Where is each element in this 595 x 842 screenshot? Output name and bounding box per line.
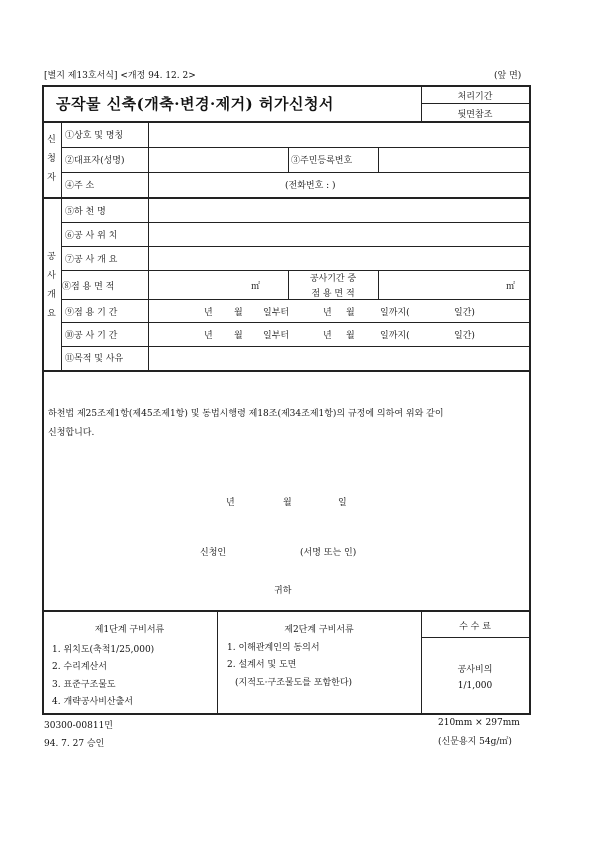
date-days-1: 일간) <box>454 308 475 318</box>
river-name-label: ⑤하 천 명 <box>65 207 106 217</box>
page-side-label: (앞 면) <box>494 71 522 81</box>
date-until-2: 일까지( <box>380 331 410 341</box>
date-year-2: 년 <box>323 308 332 318</box>
work-period-label: ⑩공 사 기 간 <box>65 331 118 341</box>
construction-side-label: 공 사 개 요 <box>47 252 56 319</box>
date-year-1: 년 <box>204 308 213 318</box>
date-month-3: 월 <box>234 331 243 341</box>
processing-period-value: 뒷면참조 <box>457 110 493 120</box>
phone-label: (전화번호 : ) <box>285 181 336 191</box>
period-area-label-1: 공사기간 중 <box>309 274 357 284</box>
date-month-1: 월 <box>234 308 243 318</box>
date-from-2: 일부터 <box>263 331 290 341</box>
date-year-3: 년 <box>204 331 213 341</box>
date-year: 년 <box>226 498 235 508</box>
work-overview-label: ⑦공 사 개 요 <box>65 255 118 265</box>
statement-line-2: 신청합니다. <box>48 428 95 438</box>
stage1-item: 4. 개략공사비산출서 <box>52 697 134 707</box>
occupied-area-label: ⑧점 용 면 적 <box>62 282 115 292</box>
paper-type: (신문용지 54g/㎡) <box>438 737 512 747</box>
processing-period-label: 처리기간 <box>457 92 493 102</box>
resident-number-label: ③주민등록번호 <box>291 156 353 166</box>
business-name-label: ①상호 및 명칭 <box>65 131 124 141</box>
unit-m2: ㎡ <box>251 282 261 292</box>
stage1-item: 1. 위치도(축척1/25,000) <box>52 645 155 655</box>
purpose-label: ⑪목적 및 사유 <box>65 354 124 364</box>
date-year-4: 년 <box>323 331 332 341</box>
fee-line-1: 공사비의 <box>457 665 493 675</box>
date-month-4: 월 <box>346 331 355 341</box>
stage2-item: 2. 설계서 및 도면 <box>227 660 297 670</box>
unit-m2-2: ㎡ <box>506 282 516 292</box>
page-title: 공작물 신축(개축·변경·제거) 허가신청서 <box>56 95 334 113</box>
fee-title: 수 수 료 <box>459 622 491 632</box>
date-month: 월 <box>283 498 292 508</box>
date-days-2: 일간) <box>454 331 475 341</box>
date-day: 일 <box>338 498 347 508</box>
recipient-label: 귀하 <box>274 586 292 596</box>
date-from-1: 일부터 <box>263 308 290 318</box>
representative-label: ②대표자(성명) <box>65 156 125 166</box>
paper-size: 210mm × 297mm <box>438 718 520 728</box>
address-label: ④주 소 <box>65 181 95 191</box>
stage1-item: 3. 표준구조물도 <box>52 680 116 690</box>
form-reference: [별지 제13호서식] <개정 94. 12. 2> <box>44 71 196 81</box>
stage1-title: 제1단계 구비서류 <box>94 625 165 635</box>
stage2-item: 1. 이해관계인의 동의서 <box>227 643 320 653</box>
occupation-period-label: ⑨점 용 기 간 <box>65 308 118 318</box>
stage2-title: 제2단계 구비서류 <box>284 625 354 635</box>
applicant-side-label: 신 청 자 <box>47 134 56 183</box>
stage1-item: 2. 수리계산서 <box>52 662 107 672</box>
form-number: 30300-00811민 <box>44 721 113 731</box>
stage2-item: (지적도·구조물도를 포함한다) <box>235 678 353 688</box>
fee-line-2: 1/1,000 <box>457 681 493 691</box>
signature-label: (서명 또는 인) <box>300 548 357 558</box>
date-until-1: 일까지( <box>380 308 410 318</box>
approval-date: 94. 7. 27 승인 <box>44 739 105 749</box>
work-location-label: ⑥공 사 위 치 <box>65 231 118 241</box>
applicant-label: 신청인 <box>200 548 227 558</box>
date-month-2: 월 <box>346 308 355 318</box>
statement-line-1: 하천법 제25조제1항(제45조제1항) 및 동법시행령 제18조(제34조제1항)의 규정에 의하여 위와 같이 <box>48 409 444 419</box>
period-area-label-2: 점 용 면 적 <box>311 289 355 299</box>
